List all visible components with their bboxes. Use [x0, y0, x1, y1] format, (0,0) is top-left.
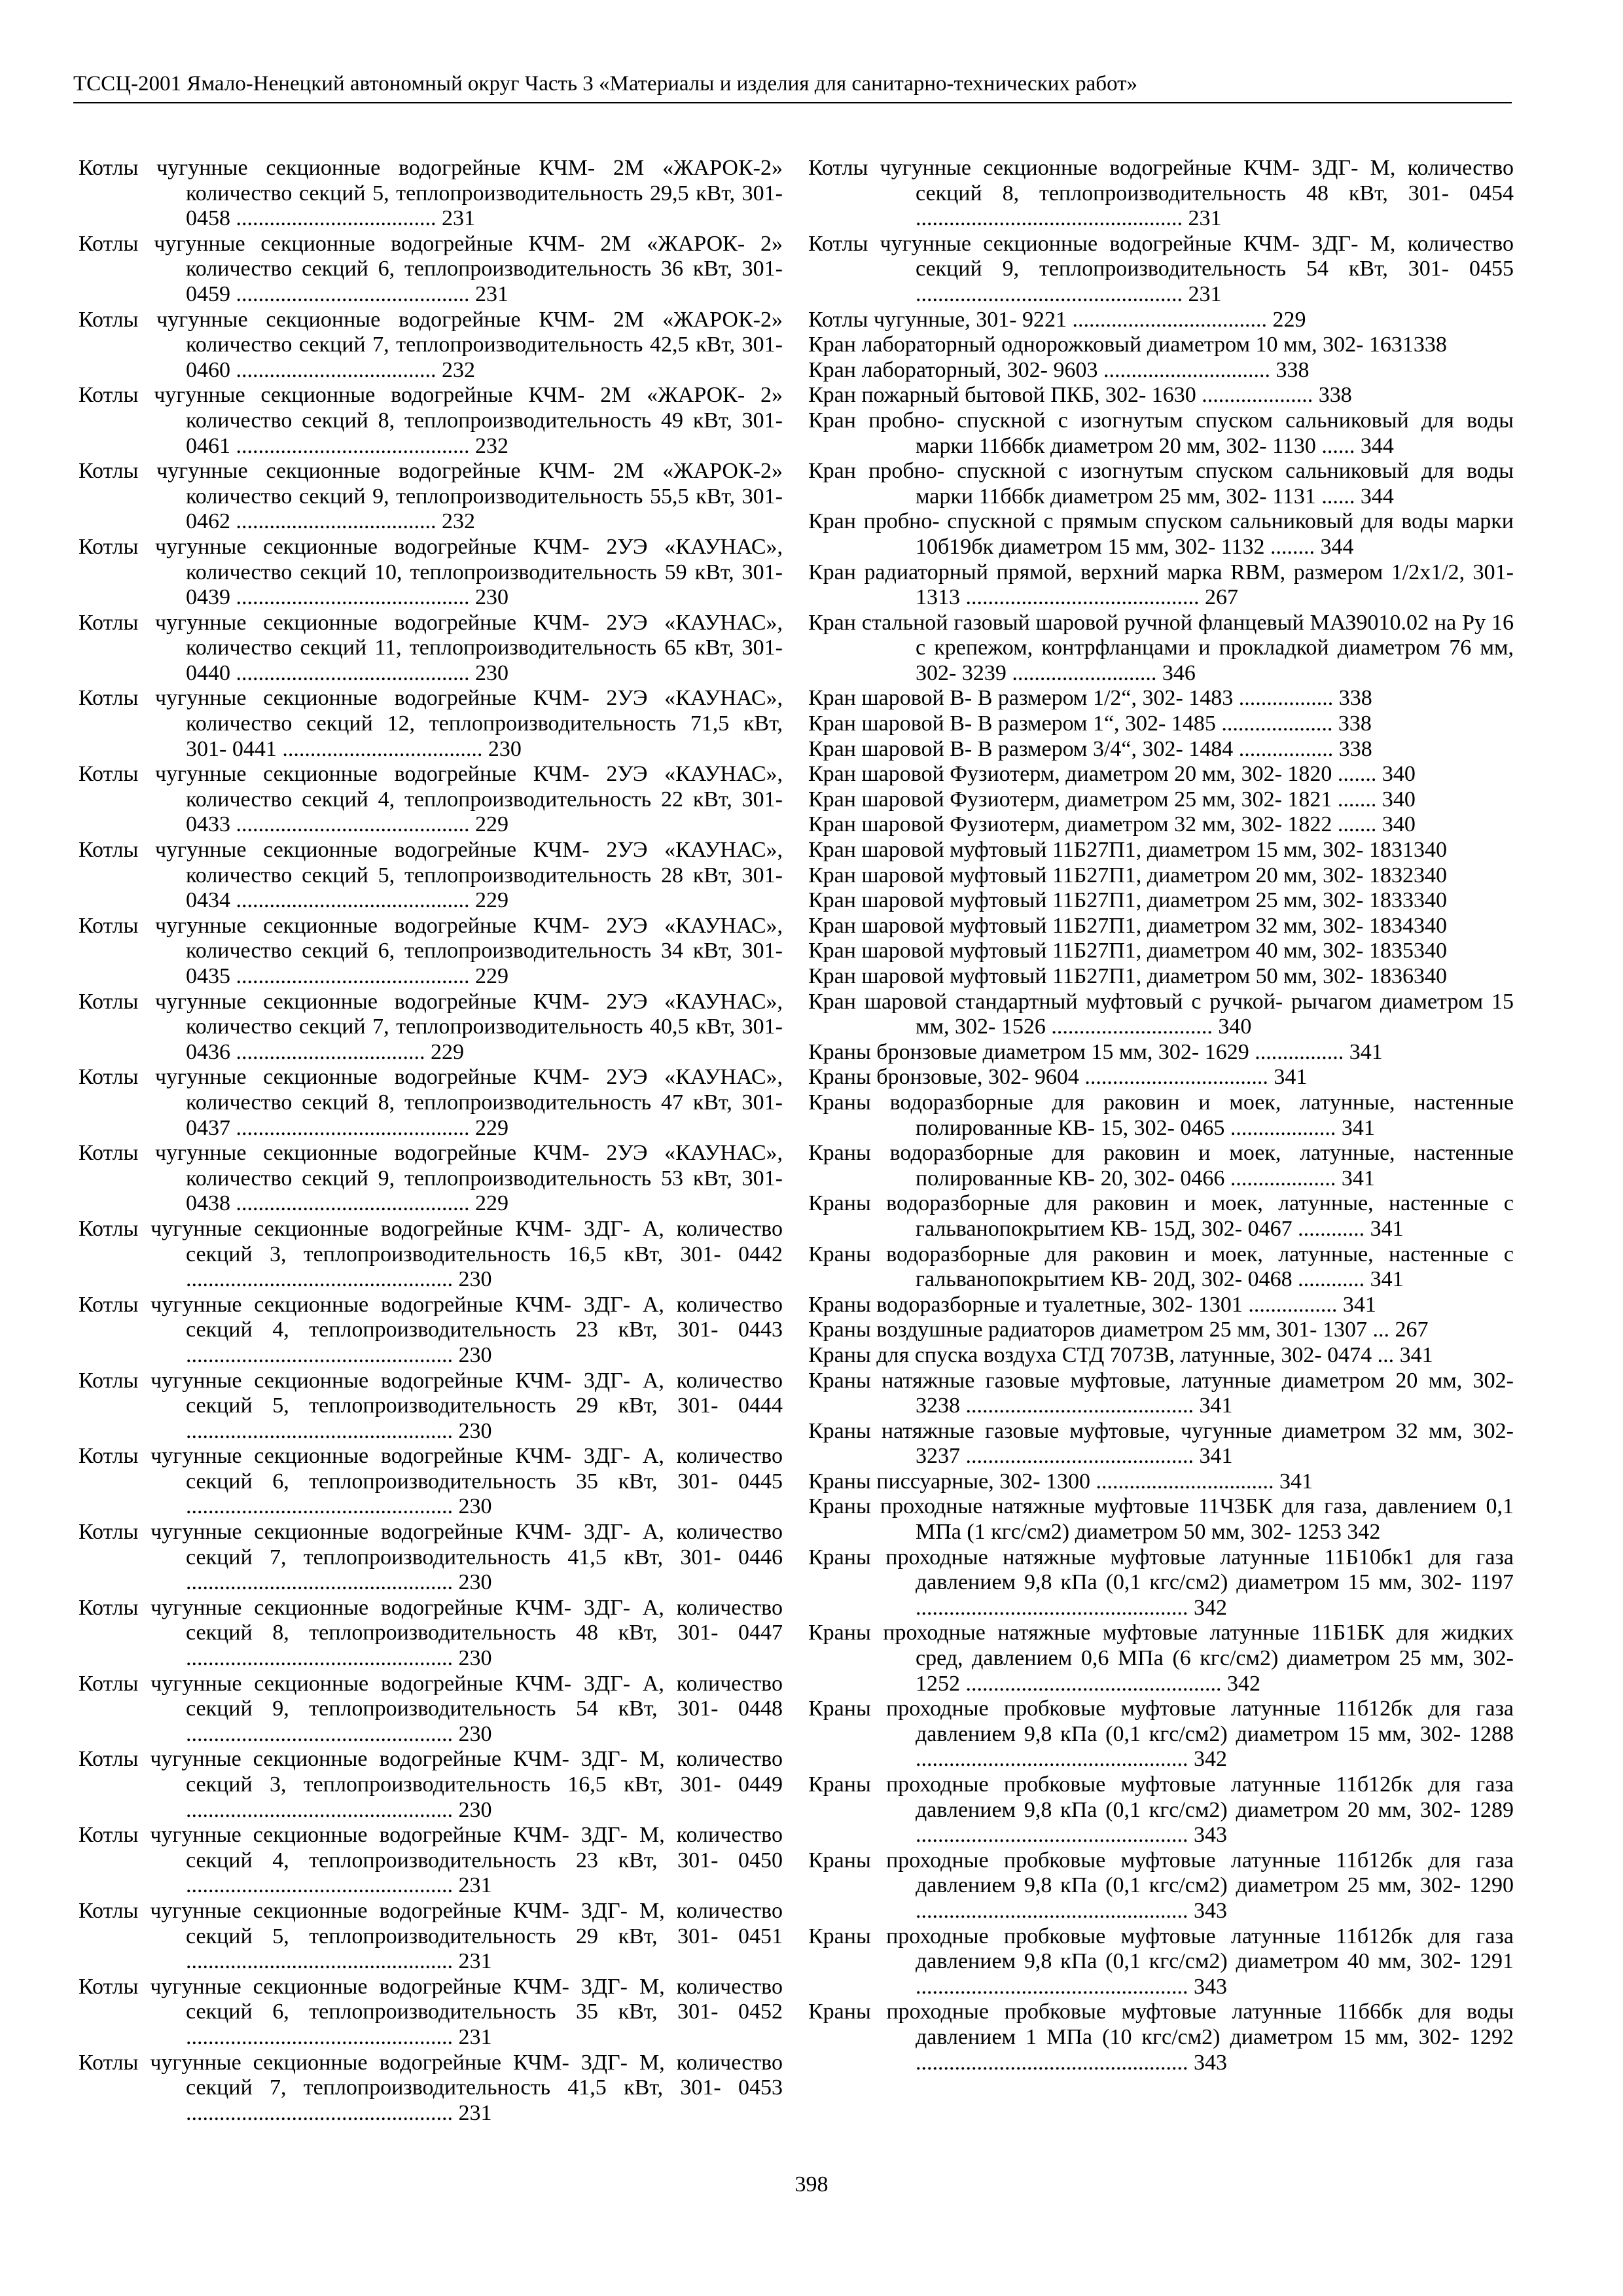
index-entry: Краны воздушные радиаторов диаметром 25 мм, 301- 1307 ... 267 [808, 1318, 1429, 1342]
index-entry: Краны проходные пробковые муфтовые латунные 11б6бк для воды давлением 1 МПа (10 кгс/см2) диаметром 15 мм, 302- 1292 ................................................. 343 [808, 2000, 1514, 2075]
index-entry: Котлы чугунные секционные водогрейные КЧМ- 2УЭ «КАУНАС», количество секций 5, теплопроизводительность 28 кВт, 301- 0434 .......................................... 229 [79, 838, 783, 913]
index-entry: Котлы чугунные секционные водогрейные КЧМ- 3ДГ- А, количество секций 8, теплопроизводительность 48 кВт, 301- 0447 ................................................ 230 [79, 1595, 783, 1671]
index-entry: Котлы чугунные секционные водогрейные КЧМ- 3ДГ- М, количество секций 8, теплопроизводительность 48 кВт, 301- 0454 ................................................ 231 [808, 156, 1514, 231]
index-entry: Кран шаровой муфтовый 11Б27П1, диаметром 25 мм, 302- 1833340 [808, 888, 1447, 913]
index-entry: Краны проходные пробковые муфтовые латунные 11б12бк для газа давлением 9,8 кПа (0,1 кгс/см2) диаметром 20 мм, 302- 1289 ................................................. 343 [808, 1772, 1514, 1848]
index-entry: Котлы чугунные секционные водогрейные КЧМ- 2М «ЖАРОК- 2» количество секций 8, теплопроизводительность 49 кВт, 301- 0461 .......................................... 232 [79, 383, 783, 458]
index-entry: Кран шаровой В- В размером 1“, 302- 1485 .................... 338 [808, 711, 1372, 736]
index-entry: Краны бронзовые, 302- 9604 ................................. 341 [808, 1065, 1308, 1090]
index-entry: Котлы чугунные секционные водогрейные КЧМ- 2УЭ «КАУНАС», количество секций 11, теплопроизводительность 65 кВт, 301- 0440 .......................................... 230 [79, 610, 783, 685]
index-entry: Котлы чугунные, 301- 9221 ................................... 229 [808, 307, 1306, 332]
header-rule [73, 102, 1512, 103]
index-entry: Кран пожарный бытовой ПКБ, 302- 1630 .................... 338 [808, 383, 1352, 408]
index-entry: Котлы чугунные секционные водогрейные КЧМ- 3ДГ- А, количество секций 5, теплопроизводительность 29 кВт, 301- 0444 ................................................ 230 [79, 1368, 783, 1443]
index-entry: Котлы чугунные секционные водогрейные КЧМ- 2УЭ «КАУНАС», количество секций 9, теплопроизводительность 53 кВт, 301- 0438 .......................................... 229 [79, 1141, 783, 1216]
index-entry: Котлы чугунные секционные водогрейные КЧМ- 3ДГ- А, количество секций 7, теплопроизводительность 41,5 кВт, 301- 0446 ................................................ 230 [79, 1520, 783, 1595]
index-entry: Краны водоразборные и туалетные, 302- 1301 ................ 341 [808, 1292, 1376, 1317]
index-entry: Котлы чугунные секционные водогрейные КЧМ- 3ДГ- А, количество секций 6, теплопроизводительность 35 кВт, 301- 0445 ................................................ 230 [79, 1444, 783, 1519]
index-entry: Кран шаровой муфтовый 11Б27П1, диаметром 50 мм, 302- 1836340 [808, 964, 1447, 988]
index-entry: Краны проходные натяжные муфтовые 11Ч3БК для газа, давлением 0,1 МПа (1 кгс/см2) диаметром 50 мм, 302- 1253 342 [808, 1494, 1514, 1545]
index-entry: Котлы чугунные секционные водогрейные КЧМ- 2М «ЖАРОК-2» количество секций 9, теплопроизводительность 55,5 кВт, 301- 0462 .................................... 232 [79, 459, 783, 534]
index-entry: Кран шаровой стандартный муфтовый с ручкой- рычагом диаметром 15 мм, 302- 1526 ............................. 340 [808, 989, 1514, 1039]
index-entry: Кран пробно- спускной с прямым спуском сальниковый для воды марки 10б19бк диаметром 15 мм, 302- 1132 ........ 344 [808, 509, 1514, 559]
index-entry: Краны проходные натяжные муфтовые латунные 11Б10бк1 для газа давлением 9,8 кПа (0,1 кгс/см2) диаметром 15 мм, 302- 1197 ................................................. 342 [808, 1545, 1514, 1620]
index-entry: Котлы чугунные секционные водогрейные КЧМ- 2М «ЖАРОК- 2» количество секций 6, теплопроизводительность 36 кВт, 301- 0459 .......................................... 231 [79, 231, 783, 306]
index-entry: Котлы чугунные секционные водогрейные КЧМ- 2УЭ «КАУНАС», количество секций 8, теплопроизводительность 47 кВт, 301- 0437 .......................................... 229 [79, 1065, 783, 1140]
index-entry: Краны проходные пробковые муфтовые латунные 11б12бк для газа давлением 9,8 кПа (0,1 кгс/см2) диаметром 40 мм, 302- 1291 ................................................. 343 [808, 1924, 1514, 1999]
index-entry: Кран шаровой В- В размером 3/4“, 302- 1484 ................. 338 [808, 736, 1372, 761]
index-entry: Кран пробно- спускной с изогнутым спуском сальниковый для воды марки 11б6бк диаметром 20 мм, 302- 1130 ...... 344 [808, 408, 1514, 458]
page-number: 398 [794, 2172, 829, 2197]
index-entry: Котлы чугунные секционные водогрейные КЧМ- 3ДГ- М, количество секций 9, теплопроизводительность 54 кВт, 301- 0455 ................................................ 231 [808, 231, 1514, 306]
index-entry: Котлы чугунные секционные водогрейные КЧМ- 3ДГ- А, количество секций 4, теплопроизводительность 23 кВт, 301- 0443 ................................................ 230 [79, 1292, 783, 1367]
index-entry: Котлы чугунные секционные водогрейные КЧМ- 3ДГ- А, количество секций 3, теплопроизводительность 16,5 кВт, 301- 0442 ................................................ 230 [79, 1216, 783, 1292]
index-entry: Краны проходные натяжные муфтовые латунные 11Б1БК для жидких сред, давлением 0,6 МПа (6 кгс/см2) диаметром 25 мм, 302- 1252 .............................................. 342 [808, 1621, 1514, 1696]
index-entry: Краны бронзовые диаметром 15 мм, 302- 1629 ................ 341 [808, 1039, 1383, 1064]
index-entry: Котлы чугунные секционные водогрейные КЧМ- 3ДГ- А, количество секций 9, теплопроизводительность 54 кВт, 301- 0448 ................................................ 230 [79, 1671, 783, 1746]
index-entry: Краны водоразборные для раковин и моек, латунные, настенные полированные КВ- 20, 302- 0466 ................... 341 [808, 1141, 1514, 1191]
index-entry: Кран шаровой муфтовый 11Б27П1, диаметром 40 мм, 302- 1835340 [808, 939, 1447, 963]
index-entry: Котлы чугунные секционные водогрейные КЧМ- 2М «ЖАРОК-2» количество секций 7, теплопроизводительность 42,5 кВт, 301- 0460 .................................... 232 [79, 307, 783, 382]
index-entry: Кран стальной газовый шаровой ручной фланцевый МАЗ9010.02 на Ру 16 с крепежом, контрфланцами и прокладкой диаметром 76 мм, 302- 3239 .......................... 346 [808, 610, 1514, 685]
index-entry: Котлы чугунные секционные водогрейные КЧМ- 2УЭ «КАУНАС», количество секций 10, теплопроизводительность 59 кВт, 301- 0439 .......................................... 230 [79, 534, 783, 610]
index-entry: Краны водоразборные для раковин и моек, латунные, настенные с гальванопокрытием КВ- 15Д, 302- 0467 ............ 341 [808, 1191, 1514, 1241]
index-entry: Котлы чугунные секционные водогрейные КЧМ- 3ДГ- М, количество секций 6, теплопроизводительность 35 кВт, 301- 0452 ................................................ 231 [79, 1974, 783, 2049]
index-column-left [79, 156, 783, 2126]
index-entry: Кран радиаторный прямой, верхний марка RBM, размером 1/2х1/2, 301- 1313 .......................................... 267 [808, 560, 1514, 610]
index-entry: Котлы чугунные секционные водогрейные КЧМ- 2УЭ «КАУНАС», количество секций 6, теплопроизводительность 34 кВт, 301- 0435 .......................................... 229 [79, 913, 783, 988]
index-entry: Краны водоразборные для раковин и моек, латунные, настенные полированные КВ- 15, 302- 0465 ................... 341 [808, 1090, 1514, 1140]
index-entry: Котлы чугунные секционные водогрейные КЧМ- 2М «ЖАРОК-2» количество секций 5, теплопроизводительность 29,5 кВт, 301- 0458 .................................... 231 [79, 156, 783, 231]
index-entry: Кран шаровой муфтовый 11Б27П1, диаметром 32 мм, 302- 1834340 [808, 913, 1447, 938]
index-entry: Котлы чугунные секционные водогрейные КЧМ- 3ДГ- М, количество секций 3, теплопроизводительность 16,5 кВт, 301- 0449 ................................................ 230 [79, 1747, 783, 1822]
index-column-right [808, 156, 1514, 2075]
index-entry: Котлы чугунные секционные водогрейные КЧМ- 2УЭ «КАУНАС», количество секций 7, теплопроизводительность 40,5 кВт, 301- 0436 .................................. 229 [79, 989, 783, 1064]
index-entry: Котлы чугунные секционные водогрейные КЧМ- 3ДГ- М, количество секций 4, теплопроизводительность 23 кВт, 301- 0450 ................................................ 231 [79, 1823, 783, 1898]
index-entry: Котлы чугунные секционные водогрейные КЧМ- 2УЭ «КАУНАС», количество секций 12, теплопроизводительность 71,5 кВт, 301- 0441 .................................... 230 [79, 686, 783, 761]
index-entry: Котлы чугунные секционные водогрейные КЧМ- 2УЭ «КАУНАС», количество секций 4, теплопроизводительность 22 кВт, 301- 0433 .......................................... 229 [79, 762, 783, 837]
index-entry: Котлы чугунные секционные водогрейные КЧМ- 3ДГ- М, количество секций 7, теплопроизводительность 41,5 кВт, 301- 0453 ................................................ 231 [79, 2050, 783, 2125]
page-header: ТССЦ-2001 Ямало-Ненецкий автономный округ Часть 3 «Материалы и изделия для санитарно-технических работ» [73, 72, 1138, 96]
index-entry: Краны проходные пробковые муфтовые латунные 11б12бк для газа давлением 9,8 кПа (0,1 кгс/см2) диаметром 25 мм, 302- 1290 ................................................. 343 [808, 1848, 1514, 1923]
index-entry: Кран лабораторный, 302- 9603 .............................. 338 [808, 357, 1310, 382]
index-entry: Кран шаровой Фузиотерм, диаметром 25 мм, 302- 1821 ....... 340 [808, 787, 1416, 812]
index-entry: Кран шаровой В- В размером 1/2“, 302- 1483 ................. 338 [808, 686, 1372, 711]
index-entry: Кран пробно- спускной с изогнутым спуском сальниковый для воды марки 11б6бк диаметром 25 мм, 302- 1131 ...... 344 [808, 459, 1514, 509]
index-entry: Краны водоразборные для раковин и моек, латунные, настенные с гальванопокрытием КВ- 20Д, 302- 0468 ............ 341 [808, 1242, 1514, 1292]
index-entry: Кран шаровой муфтовый 11Б27П1, диаметром 20 мм, 302- 1832340 [808, 863, 1447, 888]
index-entry: Краны для спуска воздуха СТД 7073В, латунные, 302- 0474 ... 341 [808, 1342, 1433, 1367]
index-entry: Краны писсуарные, 302- 1300 ................................ 341 [808, 1469, 1313, 1494]
index-entry: Кран шаровой Фузиотерм, диаметром 32 мм, 302- 1822 ....... 340 [808, 812, 1416, 837]
index-entry: Краны натяжные газовые муфтовые, чугунные диаметром 32 мм, 302- 3237 ......................................... 341 [808, 1418, 1514, 1469]
index-entry: Краны проходные пробковые муфтовые латунные 11б12бк для газа давлением 9,8 кПа (0,1 кгс/см2) диаметром 15 мм, 302- 1288 ................................................. 342 [808, 1696, 1514, 1772]
index-entry: Кран лабораторный однорожковый диаметром 10 мм, 302- 1631338 [808, 332, 1447, 357]
index-entry: Кран шаровой муфтовый 11Б27П1, диаметром 15 мм, 302- 1831340 [808, 838, 1447, 863]
index-entry: Котлы чугунные секционные водогрейные КЧМ- 3ДГ- М, количество секций 5, теплопроизводительность 29 кВт, 301- 0451 ................................................ 231 [79, 1898, 783, 1974]
index-entry: Краны натяжные газовые муфтовые, латунные диаметром 20 мм, 302- 3238 ......................................... 341 [808, 1368, 1514, 1418]
index-entry: Кран шаровой Фузиотерм, диаметром 20 мм, 302- 1820 ....... 340 [808, 762, 1416, 787]
